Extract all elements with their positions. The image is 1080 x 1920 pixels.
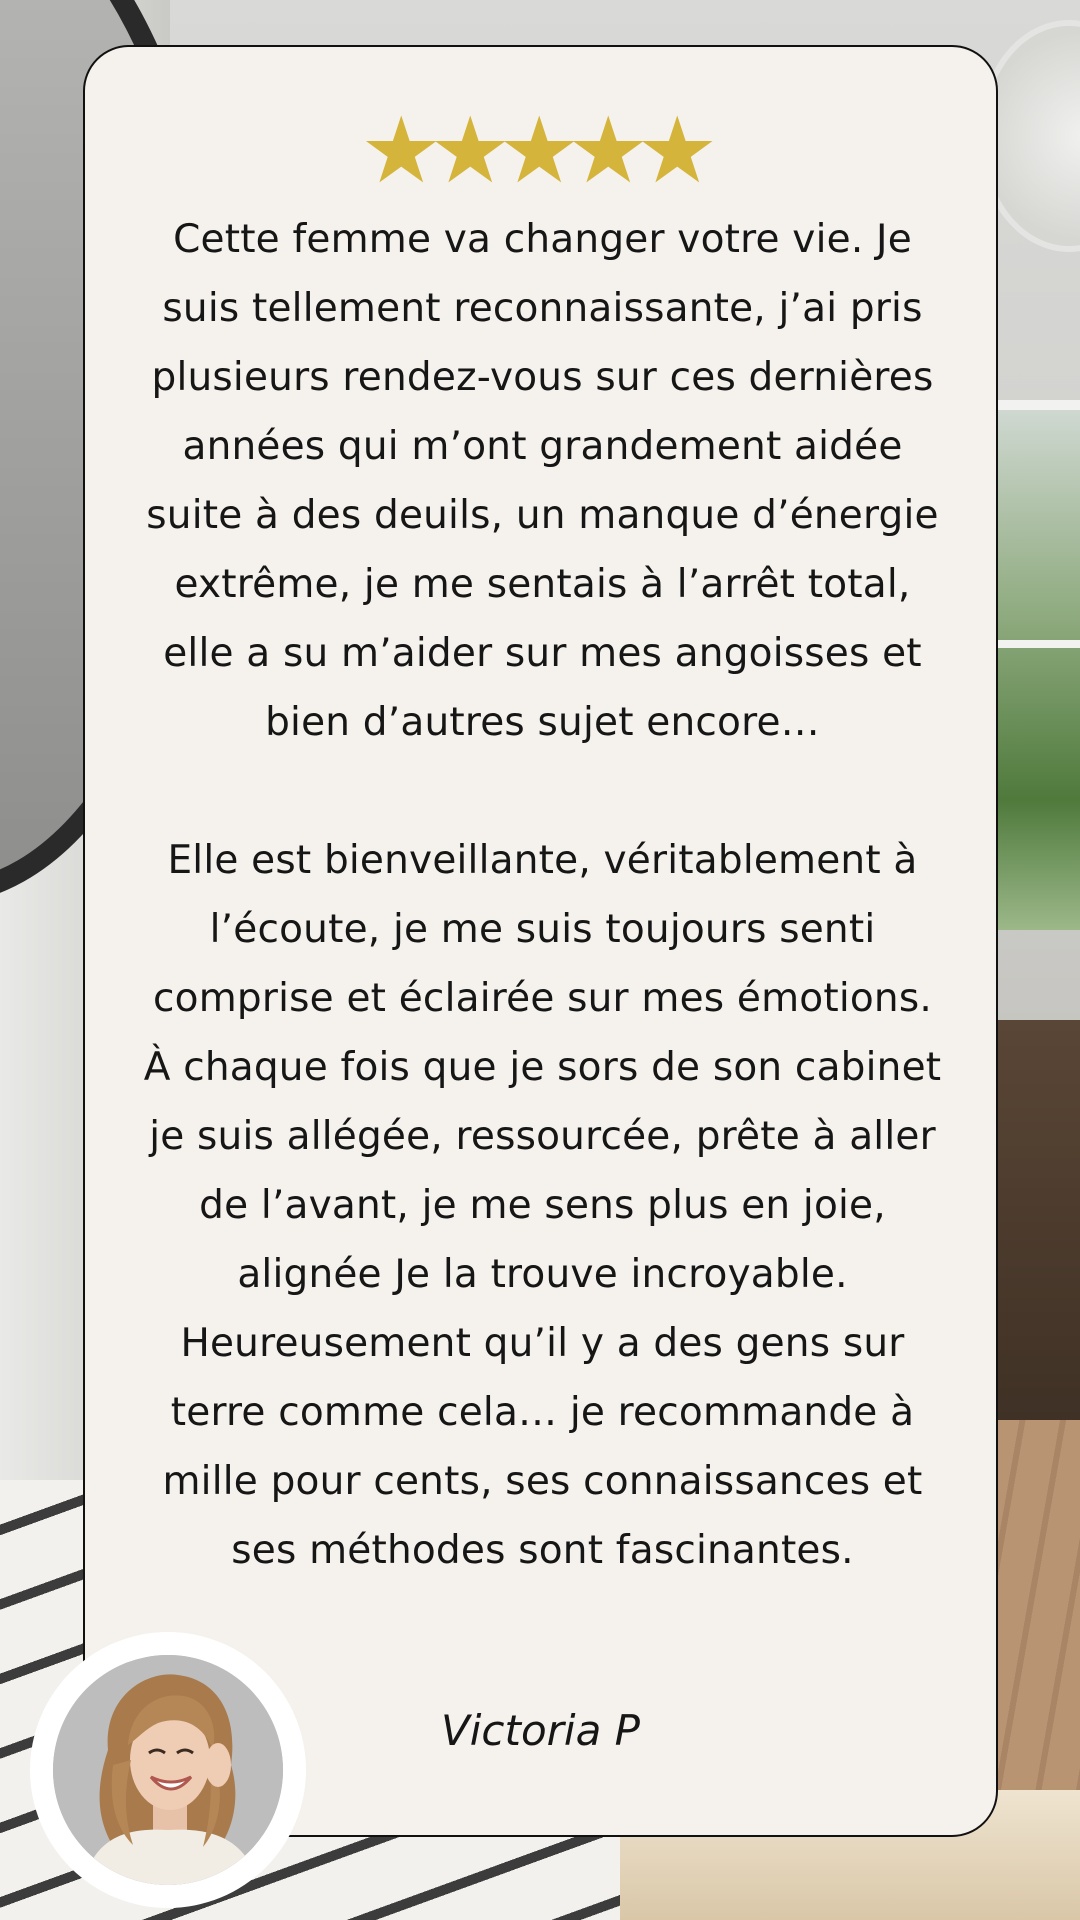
review-paragraph: Elle est bienveillante, véritablement à l’écoute, je me suis toujours senti comprise et éclairée sur mes émotions. À chaque fois que je sors de son cabinet je suis allégée, ressourcée, prête à aller de l’avant, je me sens plus en joie, alignée Je la trouve incroyable. Heureusement qu’il y a des gens sur terre comme cela… je recommande à mille pour cents, ses connaissances et ses méthodes sont fascinantes. <box>143 838 942 1573</box>
star-rating <box>85 97 996 204</box>
star-icon: ★ <box>429 97 512 204</box>
star-icon: ★ <box>498 97 581 204</box>
avatar <box>30 1632 306 1908</box>
star-icon: ★ <box>567 97 650 204</box>
review-text <box>135 205 950 1585</box>
background-table <box>990 1020 1080 1420</box>
review-paragraph: Cette femme va changer votre vie. Je suis tellement reconnaissante, j’ai pris plusieurs rendez-vous sur ces dernières années qui m’ont grandement aidée suite à des deuils, un manque d’énergie extrême, je me sentais à l’arrêt total, elle a su m’aider sur mes angoisses et bien d’autres sujet encore… <box>146 217 939 745</box>
background-window-bar <box>990 640 1080 648</box>
reviewer-name: Victoria P <box>440 1706 640 1755</box>
smiling-woman-portrait-icon <box>53 1655 283 1885</box>
testimonial-card <box>83 45 998 1837</box>
star-icon: ★ <box>636 97 719 204</box>
star-icon: ★ <box>360 97 443 204</box>
avatar-photo <box>53 1655 283 1885</box>
